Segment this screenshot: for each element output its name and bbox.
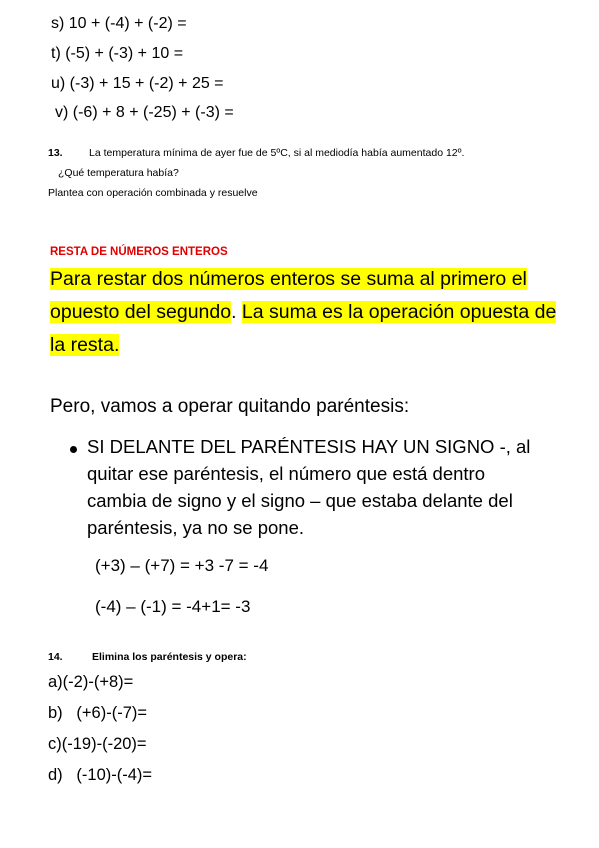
problem14-item-c: c)(-19)-(-20)= bbox=[48, 735, 147, 753]
exercise-t: t) (-5) + (-3) + 10 = bbox=[51, 45, 184, 62]
problem13-number: 13. bbox=[48, 147, 63, 159]
problem14-title: Elimina los paréntesis y opera: bbox=[92, 651, 247, 663]
example-2: (-4) – (-1) = -4+1= -3 bbox=[95, 597, 251, 616]
rule-line-3-text: la resta. bbox=[50, 334, 120, 356]
exercise-u: u) (-3) + 15 + (-2) + 25 = bbox=[51, 75, 224, 92]
problem14-item-b: b) (+6)-(-7)= bbox=[48, 704, 148, 722]
rule-line-2-part-b: La suma es la operación opuesta de bbox=[241, 301, 557, 323]
section-title: RESTA DE NÚMEROS ENTEROS bbox=[50, 246, 228, 258]
problem14-number: 14. bbox=[48, 651, 63, 663]
bullet-line-3: cambia de signo y el signo – que estaba delante del bbox=[87, 490, 513, 511]
rule-line-1 bbox=[50, 268, 527, 291]
example-1: (+3) – (+7) = +3 -7 = -4 bbox=[95, 556, 269, 575]
bullet-line-2: quitar ese paréntesis, el número que está dentro bbox=[87, 463, 485, 484]
exercise-v: v) (-6) + 8 + (-25) + (-3) = bbox=[55, 104, 234, 121]
problem14-item-d: d) (-10)-(-4)= bbox=[48, 766, 153, 784]
rule-line-2 bbox=[50, 301, 556, 324]
bullet-line-4: paréntesis, ya no se pone. bbox=[87, 517, 305, 538]
problem14-item-a: a)(-2)-(+8)= bbox=[48, 673, 134, 691]
problem13-question: ¿Qué temperatura había? bbox=[58, 167, 179, 179]
rule-line-3 bbox=[50, 334, 119, 357]
rule-line-1-text: Para restar dos números enteros se suma al primero el bbox=[50, 268, 527, 290]
rule-line-2-part-a: opuesto del segundo bbox=[50, 301, 232, 323]
exercise-s: s) 10 + (-4) + (-2) = bbox=[51, 15, 187, 32]
problem13-instruction: Plantea con operación combinada y resuelve bbox=[48, 187, 258, 199]
bullet-icon bbox=[70, 446, 77, 453]
bullet-line-1: SI DELANTE DEL PARÉNTESIS HAY UN SIGNO -, al bbox=[87, 436, 531, 457]
intro-text: Pero, vamos a operar quitando paréntesis: bbox=[50, 396, 410, 417]
problem13-text: La temperatura mínima de ayer fue de 5ºC, si al mediodía había aumentado 12º. bbox=[89, 147, 465, 159]
rule-line-2-sep: . bbox=[231, 301, 242, 323]
